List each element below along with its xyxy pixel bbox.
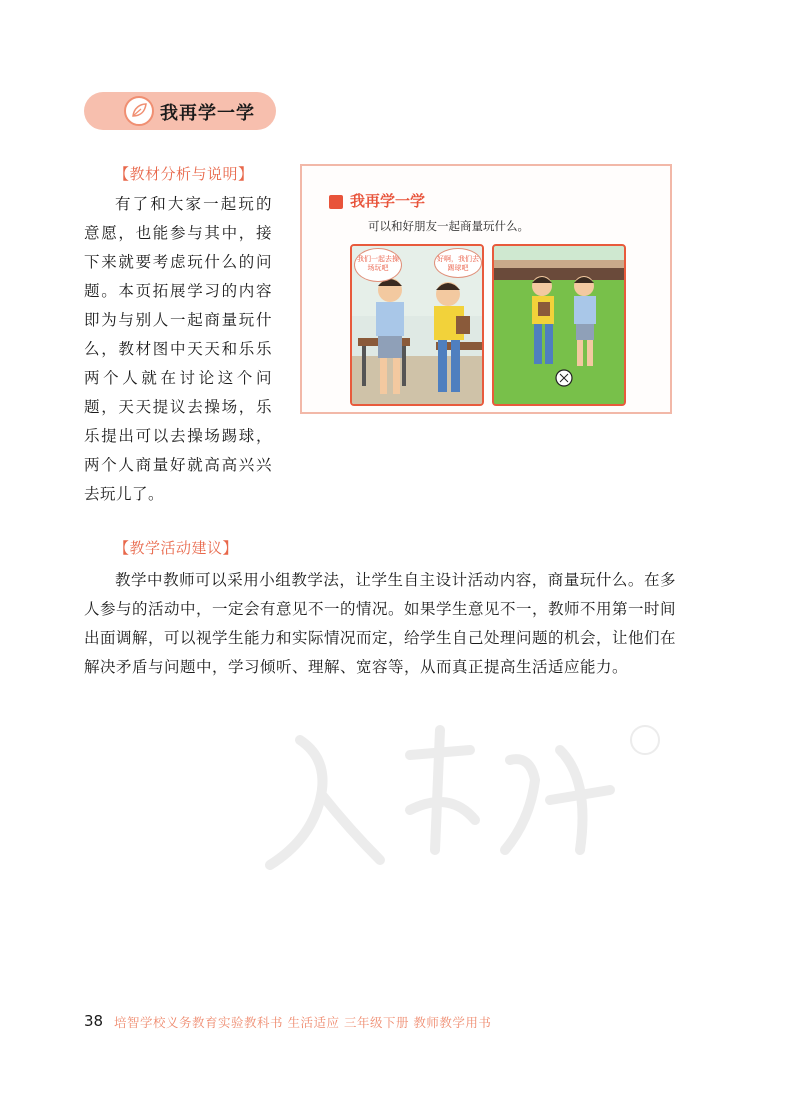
classroom-panel xyxy=(350,244,484,406)
playground-panel xyxy=(492,244,626,406)
analysis-body: 有了和大家一起玩的意愿，也能参与其中，接下来就要考虑玩什么的问题。本页拓展学习的内容即为与别人一起商量玩什么，教材图中天天和乐乐两个人就在讨论这个问题，天天提议去操场，乐乐提出可以去操场踢球，两个人商量好就高高兴兴去玩儿了。 xyxy=(84,195,272,503)
book-section-icon xyxy=(329,195,343,209)
footer-book-title: 培智学校义务教育实验教科书 生活适应 三年级下册 教师教学用书 xyxy=(114,1015,492,1030)
section-title: 我再学一学 xyxy=(160,103,255,124)
speech-bubble-left: 我们一起去操场玩吧 xyxy=(354,248,402,282)
figure-prompt: 可以和好朋友一起商量玩什么。 xyxy=(368,219,529,233)
figure-title: 我再学一学 xyxy=(350,192,426,210)
page-number: 38 xyxy=(84,1012,104,1030)
textbook-illustration xyxy=(300,164,672,414)
activity-body: 教学中教师可以采用小组教学法，让学生自主设计活动内容，商量玩什么。在多人参与的活动中，一定会有意见不一的情况。如果学生意见不一，教师不用第一时间出面调解，可以视学生能力和实际情况而定，给学生自己处理问题的机会，让他们在解决矛盾与问题中，学习倾听、理解、宽容等，从而真正提高生活适应能力。 xyxy=(84,571,677,676)
analysis-heading: 【教材分析与说明】 xyxy=(114,165,254,183)
leaf-icon xyxy=(124,96,154,126)
publisher-watermark xyxy=(260,700,680,880)
activity-heading: 【教学活动建议】 xyxy=(114,539,239,557)
speech-bubble-right: 好啊，我们去踢球吧 xyxy=(434,248,482,278)
section-banner xyxy=(84,92,276,130)
